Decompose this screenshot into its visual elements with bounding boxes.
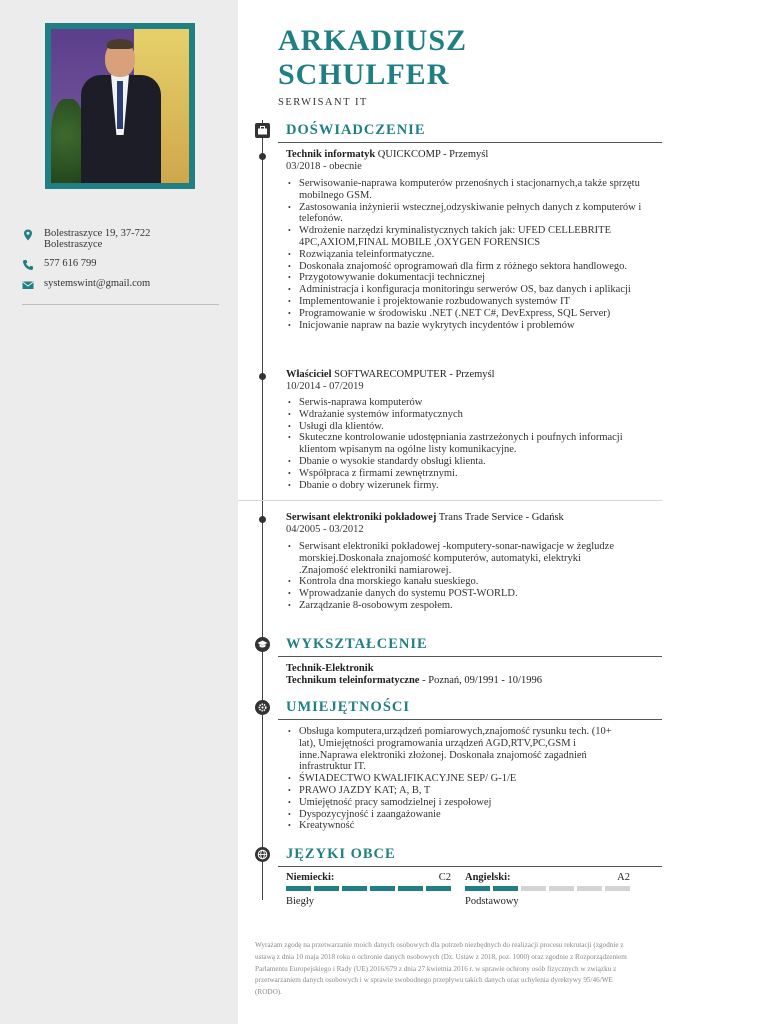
sidebar <box>0 0 238 1024</box>
list-item: • Programowanie w środowisku .NET (.NET C#, DevExpress, SQL Server) <box>286 308 646 320</box>
list-item: • Serwisowanie-naprawa komputerów przenośnych i stacjonarnych,a także sprzętu mobilnego GSM. <box>286 178 646 202</box>
list-item: • Serwisant elektroniki pokładowej -komputery-sonar-nawigacje w żegludze morskiej.Doskonała znajomość komputerów, automatyki, elektryki .Znajomość elektroniki namiarowej. <box>286 541 631 576</box>
list-item: • Implementowanie i projektowanie rozbudowanych systemów IT <box>286 296 646 308</box>
list-item: • PRAWO JAZDY KAT; A, B, T <box>286 785 621 797</box>
list-item: • Doskonała znajomość oprogramowań dla firm z różnego sektora handlowego. <box>286 261 646 273</box>
timeline-dot <box>259 373 266 380</box>
name-line1: ARKADIUSZ <box>278 24 468 57</box>
phone-number[interactable]: 577 616 799 <box>44 258 97 269</box>
address-line1: Bolestraszyce 19, 37-722 <box>44 228 151 239</box>
level-segment <box>426 886 451 891</box>
language-name: Angielski: <box>465 872 511 883</box>
education-degree: Technik-Elektronik <box>286 663 374 674</box>
job-heading <box>286 512 564 524</box>
language-name: Niemiecki: <box>286 872 335 883</box>
list-item: • ŚWIADECTWO KWALIFIKACYJNE SEP/ G-1/E <box>286 773 621 785</box>
section-title-languages: JĘZYKI OBCE <box>286 846 396 862</box>
level-segment <box>342 886 367 891</box>
profile-photo <box>51 29 189 183</box>
list-item: • Inicjowanie napraw na bazie wykrytych incydentów i problemów <box>286 320 646 332</box>
level-segment <box>314 886 339 891</box>
language-desc: Podstawowy <box>465 896 519 907</box>
gdpr-consent-clause: Wyrażam zgodę na przetwarzanie moich danych osobowych dla potrzeb niezbędnych do realizacji procesu rekrutacji (zgodnie z ustawą z dnia 10 maja 2018 roku o ochronie danych osobowych (Dz. Ustaw z 2018, poz. 1000) oraz zgodnie z Rozporządzeniem Parlamentu Europejskiego i Rady (UE) 2016/679 z dnia 27 kwietnia 2016 r. w sprawie ochrony osób fizycznych w związku z przetwarzaniem danych osobowych i w sprawie swobodnego przepływu takich danych oraz uchylenia dyrektywy 95/46/WE (RODO). <box>255 941 627 997</box>
profile-photo-frame <box>45 23 195 189</box>
sidebar-divider <box>22 304 219 305</box>
section-rule <box>278 719 662 720</box>
job-company: QUICKCOMP - Przemyśl <box>377 149 489 160</box>
section-title-education: WYKSZTAŁCENIE <box>286 636 428 652</box>
language-level: C2 <box>438 872 451 883</box>
level-segment <box>549 886 574 891</box>
person-name <box>278 24 467 92</box>
timeline-line <box>262 120 263 900</box>
job-dates: 03/2018 - obecnie <box>286 161 362 172</box>
level-segment <box>493 886 518 891</box>
level-segment <box>465 886 490 891</box>
language-desc: Biegły <box>286 896 314 907</box>
language-level-bar <box>286 886 451 891</box>
language-entry <box>286 872 451 907</box>
level-segment <box>370 886 395 891</box>
section-rule <box>278 656 662 657</box>
timeline-dot <box>259 153 266 160</box>
job-duties-list <box>286 541 631 612</box>
timeline-dot <box>259 516 266 523</box>
gear-icon <box>255 700 270 715</box>
section-title-skills: UMIEJĘTNOŚCI <box>286 699 410 715</box>
job-dates: 04/2005 - 03/2012 <box>286 524 364 535</box>
list-item: • Zastosowania inżynierii wstecznej,odzyskiwanie pełnych danych z komputerów i telefonów. <box>286 202 646 226</box>
level-segment <box>398 886 423 891</box>
list-item: • Umiejętność pracy samodzielnej i zespołowej <box>286 797 621 809</box>
education-school: Technikum teleinformatyczne <box>286 675 420 686</box>
globe-icon <box>255 847 270 862</box>
list-item: • Usługi dla klientów. <box>286 421 646 433</box>
education-entry <box>286 663 542 687</box>
list-item: • Przygotowywanie dokumentacji technicznej <box>286 272 646 284</box>
job-position: Technik informatyk <box>286 149 376 160</box>
list-item: • Zarządzanie 8-osobowym zespołem. <box>286 600 631 612</box>
language-entry <box>465 872 630 907</box>
job-heading <box>286 149 488 161</box>
list-item: • Kreatywność <box>286 820 621 832</box>
phone-icon <box>22 259 34 271</box>
person-title: SERWISANT IT <box>278 97 368 108</box>
job-dates: 10/2014 - 07/2019 <box>286 381 364 392</box>
level-segment <box>605 886 630 891</box>
location-icon <box>22 229 34 241</box>
email-address[interactable]: systemswint@gmail.com <box>44 278 151 289</box>
list-item: • Administracja i konfiguracja monitoringu serwerów OS, baz danych i aplikacji <box>286 284 646 296</box>
list-item: • Dbanie o wysokie standardy obsługi klienta. <box>286 456 646 468</box>
language-level-bar <box>465 886 630 891</box>
section-rule <box>278 866 662 867</box>
list-item: • Rozwiązania teleinformatyczne. <box>286 249 646 261</box>
name-line2: SCHULFER <box>278 58 450 91</box>
level-segment <box>521 886 546 891</box>
list-item: • Dyspozycyjność i zaangażowanie <box>286 809 621 821</box>
graduation-cap-icon <box>255 637 270 652</box>
list-item: • Wdrożenie narzędzi kryminalistycznych takich jak: UFED CELLEBRITE 4PC,AXIOM,FINAL MOBILE ,OXYGEN FORENSICS <box>286 225 646 249</box>
job-position: Właściciel <box>286 369 332 380</box>
list-item: • Kontrola dna morskiego kanału sueskiego. <box>286 576 631 588</box>
list-item: • Wdrażanie systemów informatycznych <box>286 409 646 421</box>
list-item: • Dbanie o dobry wizerunek firmy. <box>286 480 646 492</box>
job-company: SOFTWARECOMPUTER - Przemyśl <box>334 369 495 380</box>
job-duties-list <box>286 397 646 491</box>
job-company: Trans Trade Service - Gdańsk <box>438 512 564 523</box>
education-details: - Poznań, 09/1991 - 10/1996 <box>419 675 542 686</box>
section-rule <box>278 142 662 143</box>
job-heading <box>286 369 495 381</box>
list-item: • Skuteczne kontrolowanie udostępniania zastrzeżonych i poufnych informacji klientom wpisanym na ogólne listy komunikacyjne. <box>286 432 646 456</box>
list-item: • Serwis-naprawa komputerów <box>286 397 646 409</box>
job-position: Serwisant elektroniki pokładowej <box>286 512 437 523</box>
level-segment <box>577 886 602 891</box>
language-level: A2 <box>617 872 630 883</box>
level-segment <box>286 886 311 891</box>
list-item: • Obsługa komputera,urządzeń pomiarowych,znajomość rysunku tech. (10+ lat), Umiejętności programowania urządzeń AGD,RTV,PC,GSM i inne.Naprawa elektroniki złożonej. Doskonała znajomość zagadnień infrastruktur IT. <box>286 726 621 773</box>
list-item: • Wprowadzanie danych do systemu POST-WORLD. <box>286 588 631 600</box>
email-icon <box>22 279 34 291</box>
address-line2: Bolestraszyce <box>44 239 103 250</box>
list-item: • Współpraca z firmami zewnętrznymi. <box>286 468 646 480</box>
education-school-line <box>286 675 542 687</box>
job-duties-list <box>286 178 646 331</box>
skills-list <box>286 726 621 832</box>
briefcase-icon <box>255 123 270 138</box>
page-separator <box>238 500 662 501</box>
section-title-experience: DOŚWIADCZENIE <box>286 122 426 138</box>
